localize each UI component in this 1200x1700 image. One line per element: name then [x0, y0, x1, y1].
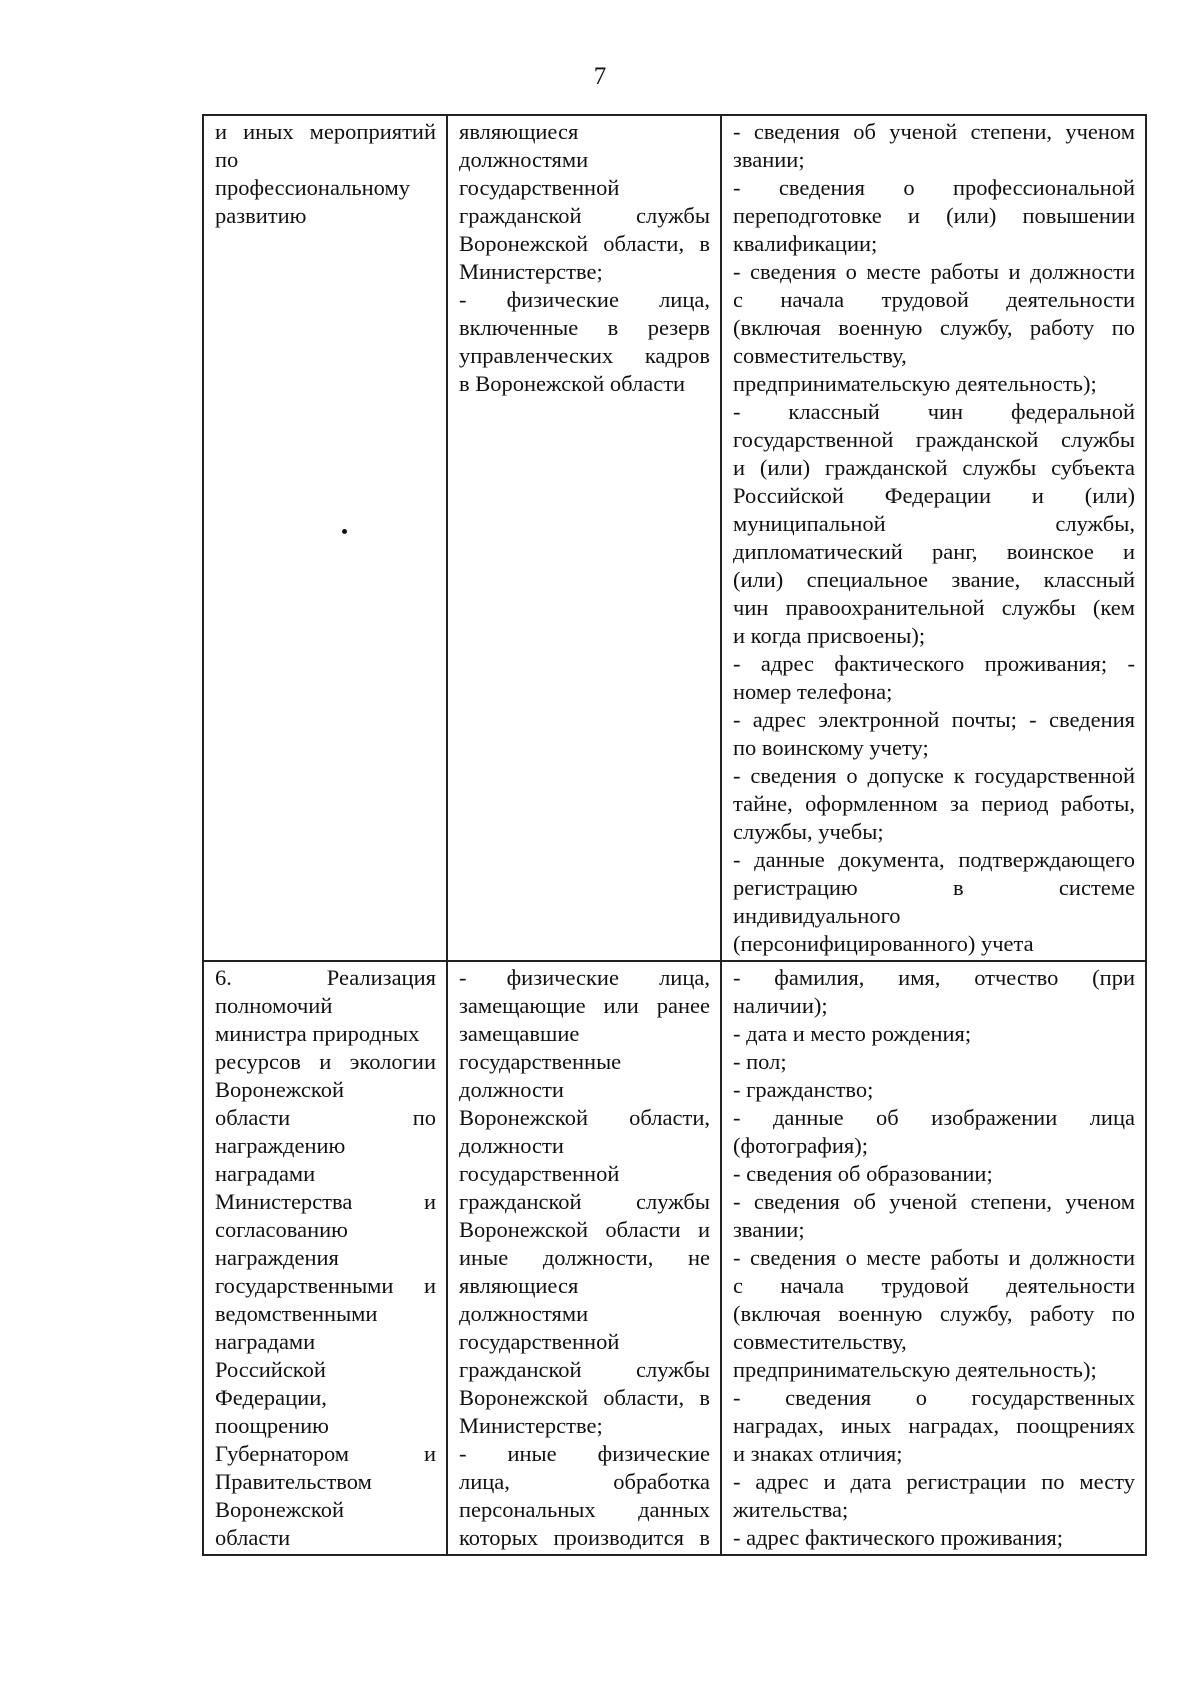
data-subjects-cell [447, 115, 721, 961]
text-line: области [215, 1525, 291, 1550]
text-line: должности [459, 1133, 564, 1158]
text-line: Министерстве; [459, 1413, 603, 1438]
text-line: области по [215, 1105, 436, 1130]
text-line: и знаках отличия; [733, 1441, 903, 1466]
text-line: предпринимательскую деятельность); [733, 371, 1097, 396]
text-line: - классный чин федеральной [733, 399, 1135, 424]
text-line: и когда присвоены); [733, 623, 926, 648]
text-line: - сведения о профессиональной [733, 175, 1135, 200]
text-line: Воронежской [215, 1077, 344, 1102]
table-row [203, 115, 1146, 961]
text-line: государственными и [215, 1273, 436, 1298]
text-line: регистрацию в системе [733, 875, 1135, 900]
text-line: государственные [459, 1049, 622, 1074]
text-line: должностями [459, 1301, 589, 1326]
text-line: - физические лица, [459, 965, 710, 990]
text-line: должности [459, 1077, 564, 1102]
text-line: - сведения о месте работы и должности [733, 1245, 1135, 1270]
text-line: номер телефона; [733, 679, 893, 704]
text-line: 6. Реализация [215, 965, 436, 990]
text-line: управленческих кадров [459, 343, 710, 368]
data-subjects-cell [447, 961, 721, 1555]
text-line: предпринимательскую деятельность); [733, 1357, 1097, 1382]
text-line: наградами [215, 1161, 316, 1186]
text-line: включенные в резерв [459, 315, 710, 340]
text-line: - фамилия, имя, отчество (при [733, 965, 1135, 990]
text-line: награждения [215, 1245, 339, 1270]
text-line: - адрес и дата регистрации по месту [733, 1469, 1135, 1494]
text-line: ведомственными [215, 1301, 378, 1326]
text-line: и (или) гражданской службы субъекта [733, 455, 1135, 480]
text-line: службы, учебы; [733, 819, 884, 844]
text-line: награждению [215, 1133, 346, 1158]
text-line: звании; [733, 147, 805, 172]
text-line: в Воронежской области [459, 371, 686, 396]
text-line: Правительством [215, 1469, 372, 1494]
text-line: являющиеся [459, 119, 579, 144]
text-line: звании; [733, 1217, 805, 1242]
text-line: и иных мероприятий [215, 119, 436, 144]
text-line: являющиеся [459, 1273, 579, 1298]
text-line: лица, обработка [459, 1469, 710, 1494]
text-line: совместительству, [733, 1329, 907, 1354]
text-line: с начала трудовой деятельности [733, 287, 1135, 312]
text-line: - данные документа, подтверждающего [733, 847, 1135, 872]
text-line: с начала трудовой деятельности [733, 1273, 1135, 1298]
text-line: должностями [459, 147, 589, 172]
text-line: - сведения о месте работы и должности [733, 259, 1135, 284]
text-line: Воронежской [215, 1497, 344, 1522]
text-line: иные должности, не [459, 1245, 710, 1270]
text-line: государственной [459, 1329, 620, 1354]
text-line: (включая военную службу, работу по [733, 1301, 1135, 1326]
text-line: наградами [215, 1329, 316, 1354]
text-line: дипломатический ранг, воинское и [733, 539, 1135, 564]
personal-data-list-cell [721, 961, 1146, 1555]
text-line: по [215, 147, 239, 172]
text-line: - сведения о допуске к государственной [733, 763, 1135, 788]
text-line: - дата и место рождения; [733, 1021, 972, 1046]
text-line: Губернатором и [215, 1441, 436, 1466]
text-line: Воронежской области, в [459, 1385, 710, 1410]
text-line: чин правоохранительной службы (кем [733, 595, 1135, 620]
text-line: наличии); [733, 993, 828, 1018]
text-line: - адрес фактического проживания; [733, 1525, 1064, 1550]
text-line: гражданской службы [459, 1357, 710, 1382]
text-line: Федерации, [215, 1385, 327, 1410]
processing-purpose-cell [203, 115, 447, 961]
text-line: совместительству, [733, 343, 907, 368]
text-line: - физические лица, [459, 287, 710, 312]
text-line: гражданской службы [459, 203, 710, 228]
text-line: Министерстве; [459, 259, 603, 284]
text-line: жительства; [733, 1497, 849, 1522]
text-line: - данные об изображении лица [733, 1105, 1135, 1130]
text-line: (фотография); [733, 1133, 868, 1158]
text-line: замещавшие [459, 1021, 580, 1046]
text-line: - сведения об ученой степени, ученом [733, 119, 1135, 144]
text-line: индивидуального [733, 903, 901, 928]
personal-data-table [202, 114, 1147, 1556]
text-line: министра природных [215, 1021, 420, 1046]
text-line: Российской [215, 1357, 326, 1382]
text-line: (или) специальное звание, классный [733, 567, 1135, 592]
text-line: наградах, иных наградах, поощрениях [733, 1413, 1135, 1438]
page-number: 7 [593, 63, 607, 90]
text-line: - сведения об ученой степени, ученом [733, 1189, 1135, 1214]
text-line: Воронежской области, [459, 1105, 710, 1130]
text-line: по воинскому учету; [733, 735, 929, 760]
text-line: профессиональному [215, 175, 410, 200]
text-line: - адрес электронной почты; - сведения [733, 707, 1135, 732]
text-line: Воронежской области и [459, 1217, 710, 1242]
text-line: переподготовке и (или) повышении [733, 203, 1135, 228]
text-line: - пол; [733, 1049, 787, 1074]
text-line: (включая военную службу, работу по [733, 315, 1135, 340]
text-line: - сведения об образовании; [733, 1161, 993, 1186]
personal-data-list-cell [721, 115, 1146, 961]
text-line: государственной [459, 175, 620, 200]
processing-purpose-cell [203, 961, 447, 1555]
stray-dot-mark [342, 529, 347, 534]
text-line: согласованию [215, 1217, 348, 1242]
text-line: развитию [215, 203, 307, 228]
text-line: (персонифицированного) учета [733, 931, 1034, 956]
text-line: ресурсов и экологии [215, 1049, 436, 1074]
table-row [203, 961, 1146, 1555]
text-line: Российской Федерации и (или) [733, 483, 1135, 508]
text-line: государственной [459, 1161, 620, 1186]
text-line: государственной гражданской службы [733, 427, 1135, 452]
text-line: тайне, оформленном за период работы, [733, 791, 1135, 816]
text-line: - иные физические [459, 1441, 710, 1466]
text-line: - адрес фактического проживания; - [733, 651, 1135, 676]
text-line: поощрению [215, 1413, 329, 1438]
text-line: которых производится в [459, 1525, 710, 1550]
text-line: гражданской службы [459, 1189, 710, 1214]
text-line: полномочий [215, 993, 333, 1018]
text-line: - сведения о государственных [733, 1385, 1135, 1410]
text-line: Министерства и [215, 1189, 436, 1214]
text-line: муниципальной службы, [733, 511, 1135, 536]
text-line: замещающие или ранее [459, 993, 710, 1018]
text-line: персональных данных [459, 1497, 710, 1522]
text-line: - гражданство; [733, 1077, 874, 1102]
text-line: Воронежской области, в [459, 231, 710, 256]
text-line: квалификации; [733, 231, 878, 256]
